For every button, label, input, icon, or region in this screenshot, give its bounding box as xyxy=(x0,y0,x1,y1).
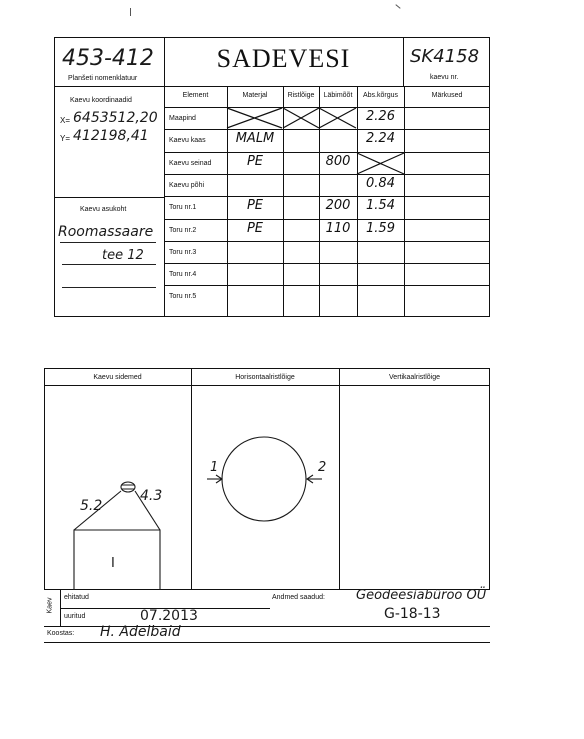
table-header-cell: Märkused xyxy=(431,92,463,99)
x-prefix: X= xyxy=(60,116,71,125)
x-coordinate: 6453512,20 xyxy=(73,110,158,126)
built-label: ehitatud xyxy=(64,594,89,601)
crossed-cells xyxy=(0,0,584,330)
well-circle xyxy=(222,437,306,521)
table-cell-elevation: 1.59 xyxy=(366,220,395,236)
location-line-1: Roomassaare xyxy=(58,224,154,240)
table-cell-elevation: 2.26 xyxy=(366,109,395,124)
nomenclature-label: Planšeti nomenklatuur xyxy=(68,75,138,82)
surveyed-label: uuritud xyxy=(64,613,86,620)
author-label: Koostas: xyxy=(47,630,75,637)
cross-mark xyxy=(227,108,282,128)
table-header-cell: Ristlõige xyxy=(287,92,315,99)
table-cell-diameter: 110 xyxy=(325,220,351,236)
horizontal-section-drawing xyxy=(191,385,339,590)
kaev-label: Kaev xyxy=(46,597,54,614)
manhole-symbol xyxy=(121,482,135,492)
table-cell-material: PE xyxy=(246,153,264,169)
surveyed-date: 07.2013 xyxy=(140,608,198,624)
coords-label: Kaevu koordinaadid xyxy=(70,97,132,104)
table-header-cell: Abs.kõrgus xyxy=(362,92,399,99)
table-cell-material: MALM xyxy=(235,131,275,147)
table-cell-element: Toru nr.2 xyxy=(169,226,197,234)
tie-distance-right: 4.3 xyxy=(140,488,163,504)
table-cell-elevation: 0.84 xyxy=(366,175,395,191)
pipe-1-label: 1 xyxy=(210,460,219,475)
table-cell-elevation: 1.54 xyxy=(366,198,395,214)
table-cell-element: Toru nr.3 xyxy=(169,248,197,256)
cross-mark xyxy=(357,153,404,174)
tie-distance-left: 5.2 xyxy=(80,498,103,514)
table-cell-material: PE xyxy=(246,198,264,214)
well-number-value: SK4158 xyxy=(410,46,480,67)
table-cell-element: Kaevu kaas xyxy=(169,137,206,145)
table-cell-element: Toru nr.5 xyxy=(169,293,197,301)
location-label: Kaevu asukoht xyxy=(80,206,127,213)
table-cell-element: Toru nr.1 xyxy=(169,204,197,212)
well-number-label: kaevu nr. xyxy=(430,74,459,81)
manhole-hatch xyxy=(122,485,134,489)
connections-sketch xyxy=(44,385,191,590)
table-cell-elevation: 2.24 xyxy=(366,131,395,147)
table-cell-element: Kaevu seinad xyxy=(169,159,212,167)
card-divider xyxy=(339,368,340,590)
table-header-cell: Materjal xyxy=(242,92,268,99)
building-outline xyxy=(74,530,160,590)
building-label: I xyxy=(111,556,115,571)
table-cell-diameter: 200 xyxy=(325,198,351,214)
location-line-2: tee 12 xyxy=(102,248,144,263)
table-cell-element: Toru nr.4 xyxy=(169,271,197,279)
cross-mark xyxy=(319,108,356,128)
data-from-label: Andmed saadud: xyxy=(272,594,325,601)
section-header-links: Kaevu sidemed xyxy=(93,374,142,381)
data-from-code: G-18-13 xyxy=(384,606,441,622)
table-cell-element: Kaevu põhi xyxy=(169,181,205,189)
table-cell-element: Maapind xyxy=(169,115,196,122)
section-header-vertical: Vertikaalristlõige xyxy=(389,374,440,381)
page-title: SADEVESI xyxy=(216,44,351,73)
footer-divider xyxy=(44,642,490,643)
y-prefix: Y= xyxy=(60,134,71,143)
cross-mark xyxy=(283,108,319,128)
table-cell-material: PE xyxy=(246,220,264,236)
table-cell-diameter: 800 xyxy=(325,153,351,169)
author-signature: H. Adelbaid xyxy=(100,624,181,640)
data-from-value: Geodeesiabüroo OÜ xyxy=(356,588,487,603)
table-header-cell: Element xyxy=(182,92,209,99)
table-header-cell: Läbimõõt xyxy=(323,92,353,99)
section-header-horizontal: Horisontaalristlõige xyxy=(235,374,295,381)
nomenclature-value: 453-412 xyxy=(62,46,154,71)
y-coordinate: 412198,41 xyxy=(73,128,149,144)
pipe-2-label: 2 xyxy=(318,460,327,475)
